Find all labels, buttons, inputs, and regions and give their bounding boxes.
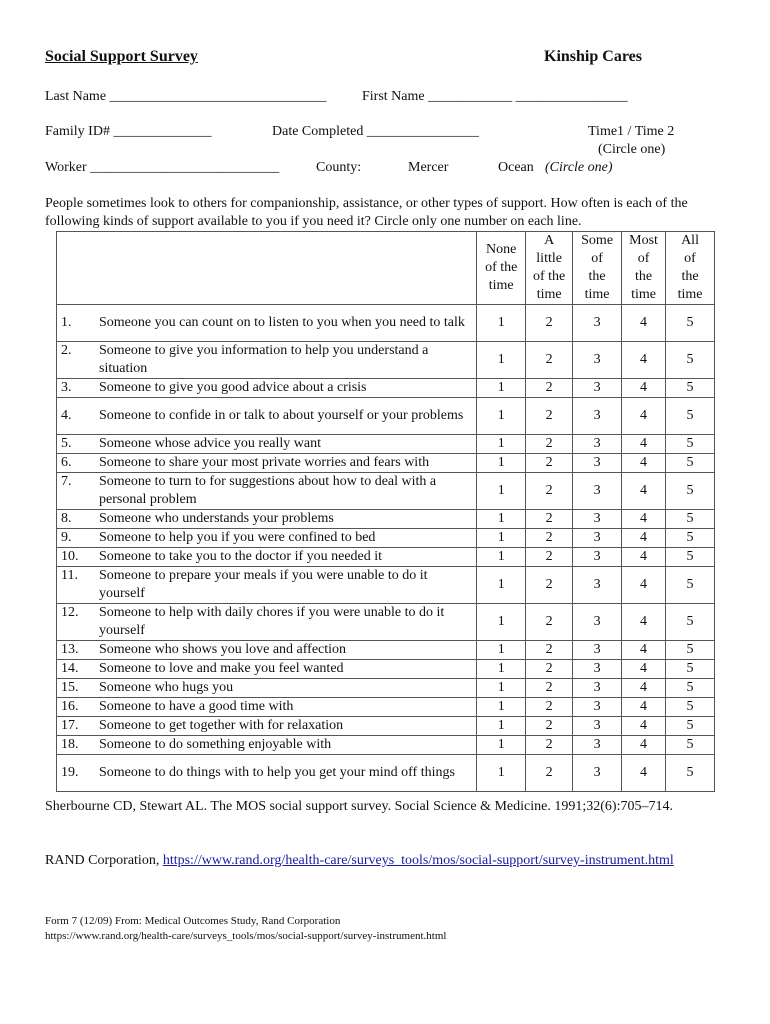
column-header-line: of [591, 251, 603, 266]
rating-option[interactable]: 4 [622, 604, 666, 641]
time-circle-note: (Circle one) [598, 142, 666, 157]
column-header [666, 232, 715, 305]
item-cell [57, 641, 477, 660]
rating-option[interactable]: 4 [622, 717, 666, 736]
item-number: 13. [61, 642, 79, 657]
rating-option[interactable]: 1 [477, 736, 526, 755]
item-text: Someone to give you good advice about a crisis [99, 380, 367, 395]
table-row [57, 379, 715, 398]
rating-option[interactable]: 3 [573, 398, 622, 435]
rating-option[interactable]: 2 [526, 454, 573, 473]
rating-option[interactable]: 1 [477, 454, 526, 473]
rating-option[interactable]: 1 [477, 435, 526, 454]
rating-option[interactable]: 2 [526, 510, 573, 529]
rating-option[interactable]: 3 [573, 435, 622, 454]
item-text: Someone to love and make you feel wanted [99, 661, 344, 676]
org-name: Kinship Cares [544, 48, 642, 65]
rating-option[interactable]: 1 [477, 604, 526, 641]
rating-option[interactable]: 3 [573, 305, 622, 342]
column-header-line: Some [581, 233, 614, 248]
item-cell [57, 398, 477, 435]
rating-option[interactable]: 1 [477, 567, 526, 604]
rating-option[interactable]: 2 [526, 717, 573, 736]
rating-option[interactable]: 3 [573, 567, 622, 604]
rating-option[interactable]: 4 [622, 398, 666, 435]
rating-option[interactable]: 5 [666, 755, 715, 792]
county-circle-note: (Circle one) [545, 160, 613, 175]
column-header [526, 232, 573, 305]
item-cell [57, 435, 477, 454]
item-number: 19. [61, 765, 79, 780]
item-text: Someone to share your most private worries and fears with [99, 455, 430, 470]
rating-option[interactable]: 5 [666, 305, 715, 342]
item-text: Someone to have a good time with [99, 699, 294, 714]
column-header-line: time [584, 287, 610, 302]
item-text: Someone who hugs you [99, 680, 234, 695]
rating-option[interactable]: 4 [622, 736, 666, 755]
item-cell [57, 604, 477, 641]
item-cell [57, 679, 477, 698]
item-number: 17. [61, 718, 79, 733]
item-cell [57, 736, 477, 755]
item-cell [57, 510, 477, 529]
item-number: 10. [61, 549, 79, 564]
rating-option[interactable]: 3 [573, 473, 622, 510]
column-header-line: of [637, 251, 650, 266]
item-number: 11. [61, 568, 78, 583]
rating-option[interactable]: 2 [526, 567, 573, 604]
item-text: Someone whose advice you really want [99, 436, 321, 451]
item-cell [57, 342, 477, 379]
rating-option[interactable]: 1 [477, 755, 526, 792]
item-text: Someone who shows you love and affection [99, 642, 347, 657]
column-header-line: the [681, 269, 699, 284]
rating-option[interactable]: 1 [477, 305, 526, 342]
rating-option[interactable]: 2 [526, 342, 573, 379]
rating-option[interactable]: 2 [526, 305, 573, 342]
item-cell [57, 473, 477, 510]
column-header-line: time [488, 278, 514, 293]
rand-prefix: RAND Corporation, [45, 853, 163, 868]
rating-option[interactable]: 5 [666, 567, 715, 604]
footer-url-line: https://www.rand.org/health-care/surveys_tools/mos/social-support/survey-instrument.html [45, 930, 447, 942]
rating-option[interactable]: 5 [666, 510, 715, 529]
time-selector[interactable]: Time1 / Time 2 [588, 124, 675, 139]
rating-option[interactable]: 5 [666, 698, 715, 717]
rating-option[interactable]: 2 [526, 473, 573, 510]
last-name-field[interactable]: Last Name _______________________________ [45, 89, 327, 104]
rating-option[interactable]: 4 [622, 473, 666, 510]
rating-option[interactable]: 1 [477, 473, 526, 510]
table-row [57, 398, 715, 435]
rating-option[interactable]: 5 [666, 679, 715, 698]
table-row [57, 736, 715, 755]
rating-option[interactable]: 4 [622, 529, 666, 548]
header-blank-cell [57, 232, 477, 305]
rating-option[interactable]: 2 [526, 529, 573, 548]
county-label: County: [316, 160, 362, 175]
rating-option[interactable]: 4 [622, 755, 666, 792]
rating-option[interactable]: 2 [526, 548, 573, 567]
item-cell [57, 717, 477, 736]
column-header-line: of [684, 251, 696, 266]
rating-option[interactable]: 4 [622, 342, 666, 379]
rating-option[interactable]: 3 [573, 548, 622, 567]
item-number: 18. [61, 737, 79, 752]
rating-option[interactable]: 3 [573, 698, 622, 717]
column-header [622, 232, 666, 305]
item-text: Someone to turn to for suggestions about how to deal with a personal problem [99, 474, 437, 507]
item-number: 16. [61, 699, 79, 714]
rating-option[interactable]: 5 [666, 548, 715, 567]
table-row [57, 660, 715, 679]
rating-option[interactable]: 2 [526, 379, 573, 398]
rating-option[interactable]: 5 [666, 435, 715, 454]
item-text: Someone to do things with to help you get your mind off things [99, 765, 455, 780]
column-header-line: time [677, 287, 703, 302]
item-number: 1. [61, 315, 72, 330]
table-row [57, 679, 715, 698]
rating-option[interactable]: 2 [526, 698, 573, 717]
table-row [57, 698, 715, 717]
rating-option[interactable]: 3 [573, 755, 622, 792]
column-header-line: of the [485, 260, 518, 275]
support-table [56, 231, 715, 792]
item-cell [57, 305, 477, 342]
survey-title: Social Support Survey [45, 48, 198, 65]
county-option-mercer[interactable]: Mercer [408, 160, 449, 175]
rating-option[interactable]: 4 [622, 305, 666, 342]
table-row [57, 548, 715, 567]
column-header-line: little [536, 251, 562, 266]
rating-option[interactable]: 3 [573, 660, 622, 679]
rating-option[interactable]: 5 [666, 717, 715, 736]
first-name-field[interactable]: First Name ____________ ________________ [362, 89, 628, 104]
table-row [57, 567, 715, 604]
rating-option[interactable]: 3 [573, 379, 622, 398]
item-text: Someone to get together with for relaxation [99, 718, 344, 733]
rating-option[interactable]: 2 [526, 660, 573, 679]
table-header-row [57, 232, 715, 305]
column-header [573, 232, 622, 305]
rating-option[interactable]: 3 [573, 736, 622, 755]
citation-text: Sherbourne CD, Stewart AL. The MOS social support survey. Social Science & Medicine. 1991;32(6):705–714. [45, 799, 673, 814]
rating-option[interactable]: 5 [666, 660, 715, 679]
item-cell [57, 755, 477, 792]
rating-option[interactable]: 1 [477, 660, 526, 679]
rating-option[interactable]: 2 [526, 736, 573, 755]
rating-option[interactable]: 1 [477, 679, 526, 698]
rating-option[interactable]: 3 [573, 454, 622, 473]
footer-form-line: Form 7 (12/09) From: Medical Outcomes Study, Rand Corporation [45, 915, 341, 927]
rating-option[interactable]: 5 [666, 398, 715, 435]
rating-option[interactable]: 1 [477, 548, 526, 567]
rating-option[interactable]: 4 [622, 660, 666, 679]
table-row [57, 473, 715, 510]
item-number: 5. [61, 436, 72, 451]
item-number: 12. [61, 605, 79, 620]
rating-option[interactable]: 5 [666, 454, 715, 473]
rating-option[interactable]: 1 [477, 698, 526, 717]
table-row [57, 435, 715, 454]
table-row [57, 755, 715, 792]
rating-option[interactable]: 1 [477, 379, 526, 398]
instructions-text: People sometimes look to others for companionship, assistance, or other types of support. How often is each of the following kinds of support available to you if you need it? Circle only one number on each line. [45, 196, 688, 229]
item-number: 15. [61, 680, 79, 695]
item-text: Someone to confide in or talk to about yourself or your problems [99, 408, 464, 423]
item-text: Someone who understands your problems [99, 511, 334, 526]
item-cell [57, 567, 477, 604]
rating-option[interactable]: 2 [526, 641, 573, 660]
county-option-ocean[interactable]: Ocean [498, 160, 534, 175]
column-header-line: time [536, 287, 562, 302]
worker-field[interactable]: Worker ___________________________ [45, 160, 280, 175]
table-row [57, 305, 715, 342]
rating-option[interactable]: 4 [622, 641, 666, 660]
rating-option[interactable]: 4 [622, 510, 666, 529]
column-header-line: None [486, 242, 517, 257]
rating-option[interactable]: 3 [573, 717, 622, 736]
rating-option[interactable]: 5 [666, 736, 715, 755]
rating-option[interactable]: 2 [526, 398, 573, 435]
item-number: 2. [61, 343, 72, 358]
family-id-field[interactable]: Family ID# ______________ [45, 124, 212, 139]
table-row [57, 604, 715, 641]
rating-option[interactable]: 5 [666, 641, 715, 660]
rating-option[interactable]: 1 [477, 717, 526, 736]
table-row [57, 342, 715, 379]
column-header-line: the [634, 269, 653, 284]
table-row [57, 454, 715, 473]
rand-link[interactable]: https://www.rand.org/health-care/surveys_tools/mos/social-support/survey-instrument.html [162, 853, 674, 868]
table-row [57, 717, 715, 736]
rating-option[interactable]: 4 [622, 698, 666, 717]
item-cell [57, 698, 477, 717]
rating-option[interactable]: 2 [526, 755, 573, 792]
item-text: Someone to help with daily chores if you were unable to do it yourself [99, 605, 445, 638]
rating-option[interactable]: 3 [573, 641, 622, 660]
rating-option[interactable]: 2 [526, 435, 573, 454]
rating-option[interactable]: 3 [573, 342, 622, 379]
item-cell [57, 454, 477, 473]
item-text: Someone to prepare your meals if you were unable to do it yourself [99, 568, 428, 601]
rating-option[interactable]: 4 [622, 454, 666, 473]
rating-option[interactable]: 5 [666, 342, 715, 379]
column-header-line: of the [533, 269, 566, 284]
table-row [57, 641, 715, 660]
column-header-line: the [588, 269, 606, 284]
item-text: Someone to help you if you were confined to bed [99, 530, 376, 545]
item-text: Someone to do something enjoyable with [99, 737, 332, 752]
rating-option[interactable]: 4 [622, 379, 666, 398]
rating-option[interactable]: 5 [666, 604, 715, 641]
rating-option[interactable]: 3 [573, 679, 622, 698]
item-cell [57, 379, 477, 398]
rating-option[interactable]: 1 [477, 342, 526, 379]
item-number: 3. [61, 380, 72, 395]
rating-option[interactable]: 1 [477, 510, 526, 529]
item-number: 14. [61, 661, 79, 676]
item-cell [57, 529, 477, 548]
column-header-line: All [681, 233, 699, 248]
rating-option[interactable]: 3 [573, 604, 622, 641]
item-number: 7. [61, 474, 72, 489]
rating-option[interactable]: 5 [666, 529, 715, 548]
column-header [477, 232, 526, 305]
rating-option[interactable]: 5 [666, 379, 715, 398]
date-completed-field[interactable]: Date Completed ________________ [272, 124, 479, 139]
item-number: 8. [61, 511, 72, 526]
item-number: 4. [61, 408, 72, 423]
rating-option[interactable]: 2 [526, 604, 573, 641]
item-cell [57, 548, 477, 567]
rating-option[interactable]: 4 [622, 679, 666, 698]
rating-option[interactable]: 1 [477, 529, 526, 548]
item-text: Someone to take you to the doctor if you needed it [99, 549, 383, 564]
rand-line [45, 852, 735, 870]
rating-option[interactable]: 4 [622, 435, 666, 454]
column-header-line: time [631, 287, 656, 302]
rating-option[interactable]: 2 [526, 679, 573, 698]
rating-option[interactable]: 4 [622, 548, 666, 567]
item-text: Someone to give you information to help you understand a situation [99, 343, 429, 376]
column-header-line: A [544, 233, 555, 248]
item-cell [57, 660, 477, 679]
table-row [57, 510, 715, 529]
rating-option[interactable]: 4 [622, 567, 666, 604]
rating-option[interactable]: 3 [573, 529, 622, 548]
item-number: 9. [61, 530, 72, 545]
rating-option[interactable]: 1 [477, 641, 526, 660]
item-text: Someone you can count on to listen to you when you need to talk [99, 315, 465, 330]
rating-option[interactable]: 5 [666, 473, 715, 510]
rating-option[interactable]: 3 [573, 510, 622, 529]
item-number: 6. [61, 455, 72, 470]
column-header-line: Most [629, 233, 658, 248]
rating-option[interactable]: 1 [477, 398, 526, 435]
table-row [57, 529, 715, 548]
